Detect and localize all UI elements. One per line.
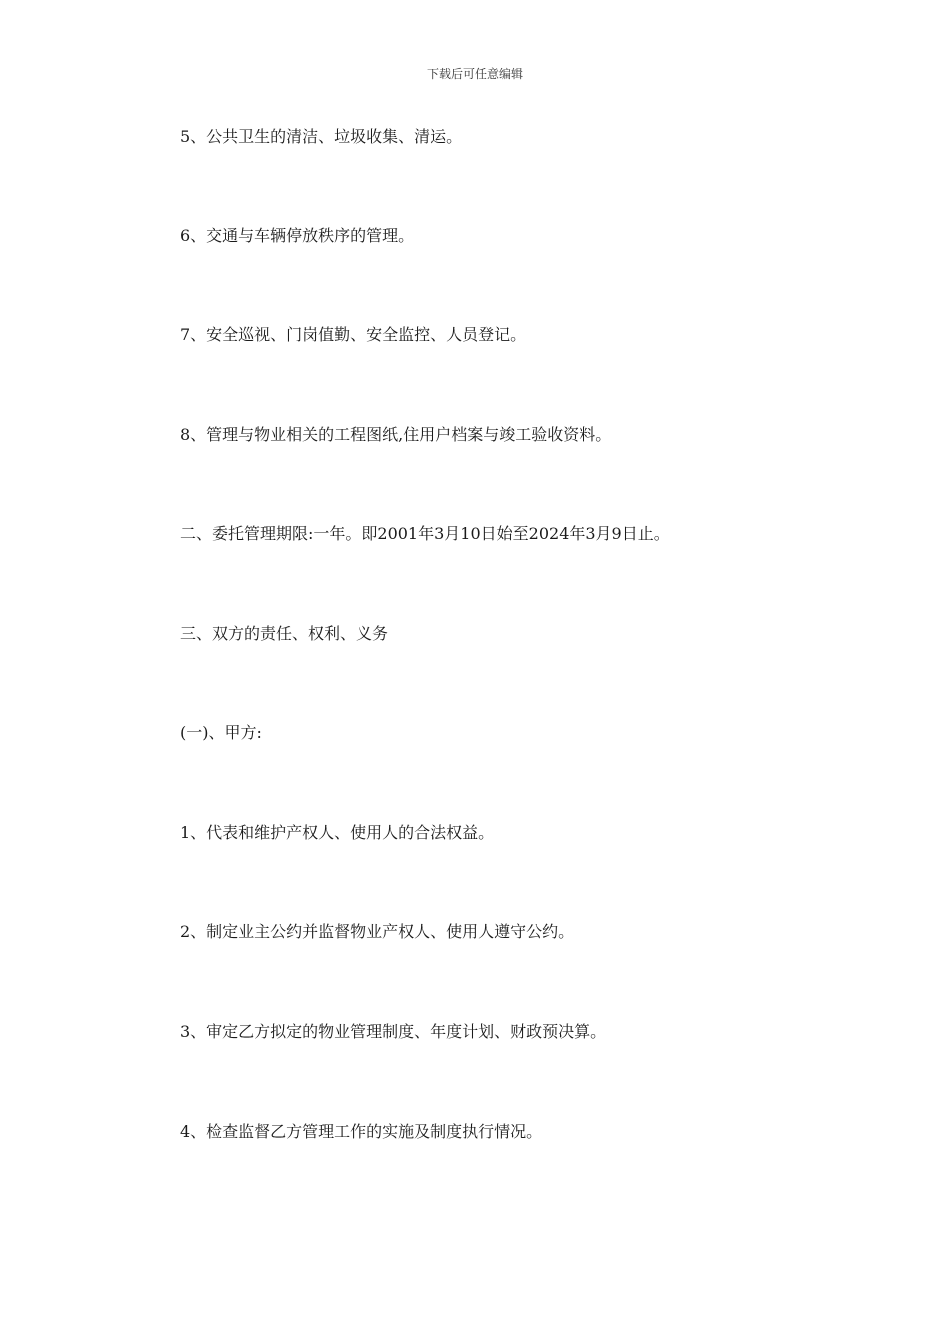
paragraph: 3、审定乙方拟定的物业管理制度、年度计划、财政预决算。 <box>180 1022 607 1041</box>
paragraph: 5、公共卫生的清洁、垃圾收集、清运。 <box>180 127 463 146</box>
paragraph: 1、代表和维护产权人、使用人的合法权益。 <box>180 823 495 842</box>
paragraph: 二、委托管理期限:一年。即2001年3月10日始至2024年3月9日止。 <box>180 524 670 543</box>
subsection-heading: (一)、甲方: <box>180 723 262 742</box>
paragraph: 2、制定业主公约并监督物业产权人、使用人遵守公约。 <box>180 922 575 941</box>
paragraph: 6、交通与车辆停放秩序的管理。 <box>180 226 415 245</box>
paragraph: 4、检查监督乙方管理工作的实施及制度执行情况。 <box>180 1122 543 1141</box>
paragraph: 8、管理与物业相关的工程图纸,住用户档案与竣工验收资料。 <box>180 425 612 444</box>
page-header: 下载后可任意编辑 <box>426 67 523 81</box>
paragraph: 7、安全巡视、门岗值勤、安全监控、人员登记。 <box>180 325 527 344</box>
section-heading: 三、双方的责任、权利、义务 <box>180 624 389 643</box>
